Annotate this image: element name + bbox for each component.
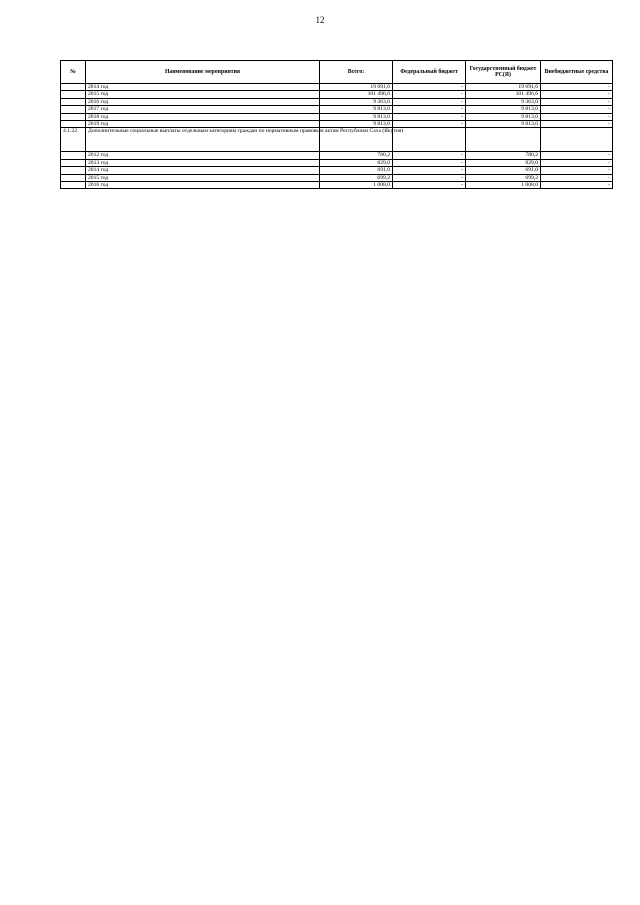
header-total: Всего:: [320, 61, 393, 84]
row-name: 2014 год: [86, 84, 320, 91]
row-total: 1 008,0: [320, 181, 393, 188]
row-extrabudgetary: -: [541, 98, 613, 105]
row-name: 2018 год: [86, 113, 320, 120]
row-name: 2017 год: [86, 106, 320, 113]
row-no: [61, 120, 86, 127]
row-name: Дополнительные социальные выплаты отдельным категориям граждан по нормативным правовым актам Республики Саха (Якутия): [86, 128, 320, 152]
row-name: 2015 год: [86, 174, 320, 181]
row-federal: -: [393, 120, 466, 127]
row-regional: 101 496,6: [466, 91, 541, 98]
row-no: [61, 106, 86, 113]
table-row: [61, 159, 613, 166]
row-name: 2014 год: [86, 167, 320, 174]
row-federal: -: [393, 174, 466, 181]
row-total: 691,0: [320, 167, 393, 174]
row-federal: -: [393, 84, 466, 91]
row-no: [61, 84, 86, 91]
table-row: [61, 167, 613, 174]
row-federal: -: [393, 152, 466, 159]
row-extrabudgetary: -: [541, 106, 613, 113]
row-federal: [393, 128, 466, 152]
row-no: [61, 91, 86, 98]
header-federal: Федеральный бюджет: [393, 61, 466, 84]
row-no: [61, 98, 86, 105]
row-total: 9 813,0: [320, 106, 393, 113]
row-name: 2016 год: [86, 181, 320, 188]
row-total: 19 691,6: [320, 84, 393, 91]
row-total: 829,0: [320, 159, 393, 166]
row-regional: 829,0: [466, 159, 541, 166]
row-extrabudgetary: -: [541, 174, 613, 181]
row-regional: 780,2: [466, 152, 541, 159]
row-regional: 9 363,0: [466, 98, 541, 105]
table-row: [61, 98, 613, 105]
table-row: [61, 128, 613, 152]
header-name: Наименование мероприятия: [86, 61, 320, 84]
table-row: [61, 84, 613, 91]
measures-table: [60, 60, 613, 189]
table-row: [61, 181, 613, 188]
row-total: 699,2: [320, 174, 393, 181]
row-regional: 1 008,0: [466, 181, 541, 188]
table-row: [61, 120, 613, 127]
row-no: [61, 174, 86, 181]
row-no: [61, 167, 86, 174]
header-no: №: [61, 61, 86, 84]
row-regional: 9 813,0: [466, 106, 541, 113]
row-total: 780,2: [320, 152, 393, 159]
row-name: 2019 год: [86, 120, 320, 127]
row-federal: -: [393, 91, 466, 98]
row-name: 2016 год: [86, 98, 320, 105]
row-extrabudgetary: -: [541, 159, 613, 166]
table-row: [61, 152, 613, 159]
row-extrabudgetary: [541, 128, 613, 152]
page-number: 12: [315, 15, 325, 25]
row-extrabudgetary: -: [541, 84, 613, 91]
row-no: [61, 113, 86, 120]
row-federal: -: [393, 106, 466, 113]
row-extrabudgetary: -: [541, 167, 613, 174]
row-no: [61, 152, 86, 159]
row-no: [61, 159, 86, 166]
table-row: [61, 174, 613, 181]
row-no: [61, 181, 86, 188]
row-total: 101 496,6: [320, 91, 393, 98]
row-no: 4.1.22.: [61, 128, 86, 152]
row-federal: -: [393, 113, 466, 120]
row-regional: 699,2: [466, 174, 541, 181]
row-regional: 9 813,0: [466, 113, 541, 120]
table-row: [61, 106, 613, 113]
row-federal: -: [393, 181, 466, 188]
row-extrabudgetary: -: [541, 113, 613, 120]
table-row: [61, 113, 613, 120]
row-extrabudgetary: -: [541, 181, 613, 188]
row-total: 9 813,0: [320, 113, 393, 120]
row-extrabudgetary: -: [541, 91, 613, 98]
table-row: [61, 91, 613, 98]
row-regional: 691,0: [466, 167, 541, 174]
row-total: 9 363,0: [320, 98, 393, 105]
row-name: 2013 год: [86, 159, 320, 166]
row-federal: -: [393, 98, 466, 105]
row-regional: 19 691,6: [466, 84, 541, 91]
row-name: 2015 год: [86, 91, 320, 98]
row-extrabudgetary: -: [541, 120, 613, 127]
header-regional: Государственный бюджет РС(Я): [466, 61, 541, 84]
row-total: 9 813,0: [320, 120, 393, 127]
row-federal: -: [393, 159, 466, 166]
row-regional: [466, 128, 541, 152]
row-federal: -: [393, 167, 466, 174]
row-regional: 9 813,0: [466, 120, 541, 127]
row-extrabudgetary: -: [541, 152, 613, 159]
row-name: 2012 год: [86, 152, 320, 159]
header-extrabudgetary: Внебюджетные средства: [541, 61, 613, 84]
table-header-row: [61, 61, 613, 84]
